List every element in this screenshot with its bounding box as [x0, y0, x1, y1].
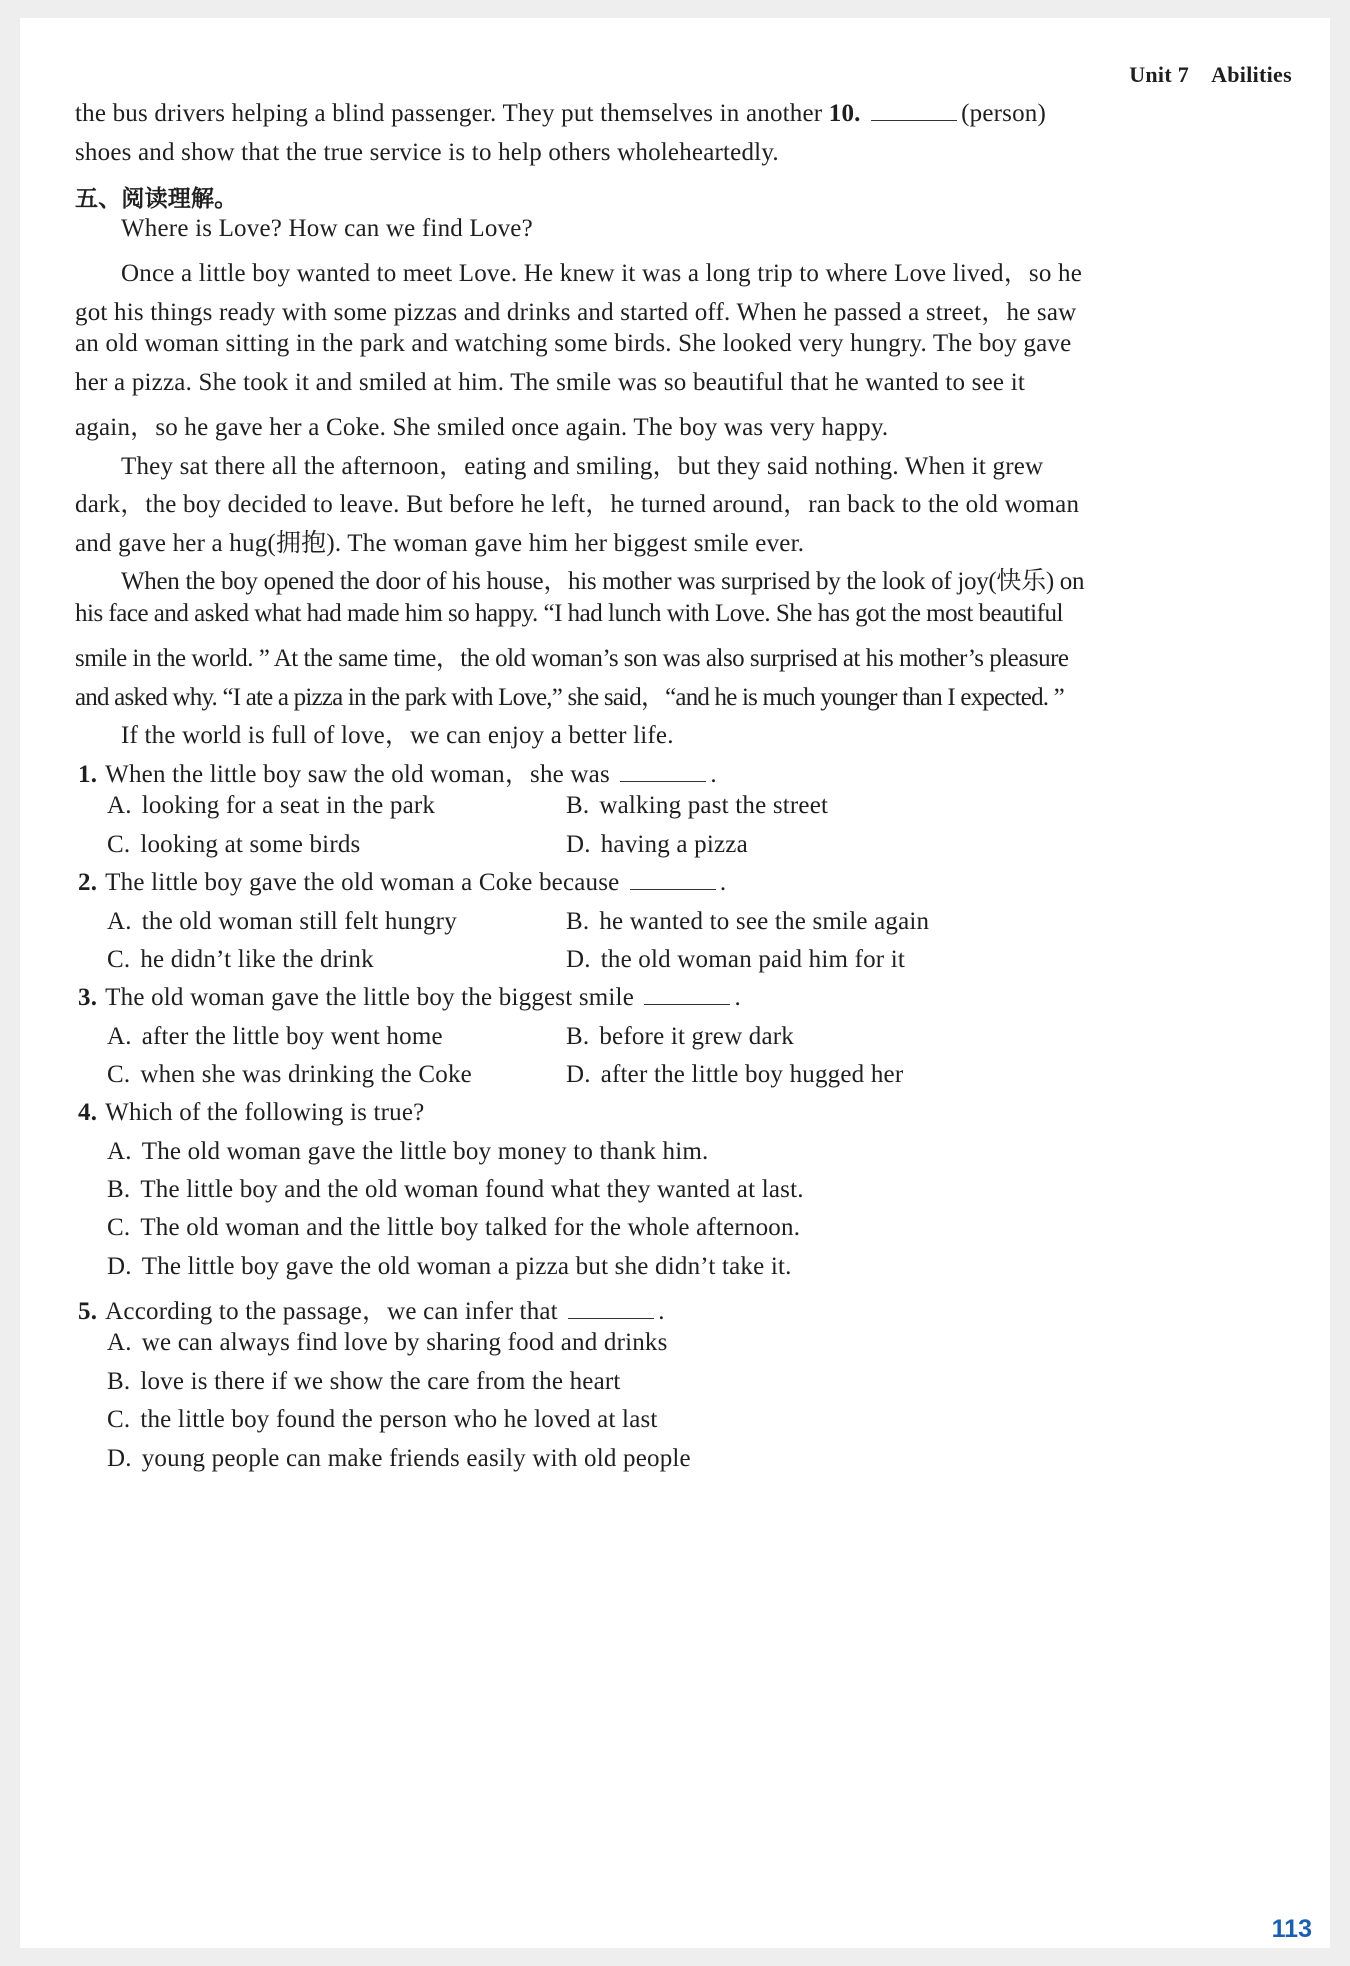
option-letter: A.	[107, 792, 132, 819]
question-3	[78, 984, 741, 1012]
option-text: walking past the street	[599, 792, 829, 819]
intro-line-2: shoes and show that the true service is to help others wholeheartedly.	[75, 139, 779, 166]
passage-line: an old woman sitting in the park and watching some birds. She looked very hungry. The boy gave	[75, 330, 1072, 357]
passage-line: again，so he gave her a Coke. She smiled once again. The boy was very happy.	[75, 414, 889, 441]
question-stem: The little boy gave the old woman a Coke because	[105, 869, 620, 896]
question-stem: According to the passage，we can infer that	[105, 1298, 558, 1325]
option-letter: D.	[566, 1061, 591, 1088]
question-number: 3.	[78, 984, 98, 1011]
option-letter: A.	[107, 1023, 132, 1050]
unit-title: Abilities	[1211, 62, 1292, 87]
question-number: 1.	[78, 761, 98, 788]
passage-line: and gave her a hug(拥抱). The woman gave him her biggest smile ever.	[75, 530, 805, 557]
option-2c[interactable]	[107, 946, 374, 974]
question-tail: .	[734, 984, 741, 1011]
passage-line: When the boy opened the door of his house，his mother was surprised by the look of joy(快乐) on	[121, 568, 1085, 595]
option-2a[interactable]	[107, 908, 457, 936]
option-text: looking for a seat in the park	[141, 792, 436, 819]
answer-blank[interactable]	[630, 871, 716, 890]
option-text: looking at some birds	[140, 831, 361, 858]
option-letter: B.	[107, 1368, 131, 1395]
question-tail: .	[719, 869, 727, 896]
option-4a[interactable]	[107, 1138, 708, 1166]
option-text: after the little boy went home	[141, 1023, 443, 1050]
option-text: the old woman still felt hungry	[141, 908, 457, 935]
passage-line: and asked why. “I ate a pizza in the park with Love,” she said，“and he is much younger than I expected. ”	[75, 684, 1064, 711]
option-letter: D.	[566, 946, 591, 973]
option-text: having a pizza	[600, 831, 748, 858]
option-letter: B.	[566, 908, 590, 935]
option-5a[interactable]	[107, 1329, 668, 1357]
unit-label: Unit 7	[1129, 62, 1190, 87]
option-text: The little boy and the old woman found what they wanted at last.	[140, 1176, 804, 1203]
question-stem: When the little boy saw the old woman，she was	[105, 761, 610, 788]
option-letter: C.	[107, 831, 131, 858]
option-letter: C.	[107, 946, 131, 973]
option-text: young people can make friends easily with old people	[141, 1445, 691, 1472]
option-letter: A.	[107, 908, 132, 935]
option-5b[interactable]	[107, 1368, 621, 1396]
question-2	[78, 869, 726, 897]
option-text: before it grew dark	[599, 1023, 795, 1050]
answer-blank-10[interactable]	[871, 102, 957, 121]
passage-line: If the world is full of love，we can enjoy a better life.	[121, 722, 674, 749]
question-number: 5.	[78, 1298, 98, 1325]
passage-line: Once a little boy wanted to meet Love. He knew it was a long trip to where Love lived，so he	[121, 260, 1082, 287]
option-text: he wanted to see the smile again	[599, 908, 930, 935]
option-letter: C.	[107, 1061, 131, 1088]
option-text: the little boy found the person who he loved at last	[140, 1406, 658, 1433]
option-text: after the little boy hugged her	[600, 1061, 904, 1088]
answer-blank[interactable]	[568, 1300, 654, 1319]
option-4d[interactable]	[107, 1253, 792, 1281]
question-stem: The old woman gave the little boy the biggest smile	[105, 984, 634, 1011]
option-text: we can always find love by sharing food and drinks	[141, 1329, 668, 1356]
question-tail: .	[710, 761, 717, 788]
option-letter: B.	[107, 1176, 131, 1203]
question-tail: .	[658, 1298, 665, 1325]
passage-line: dark，the boy decided to leave. But before he left，he turned around，ran back to the old woman	[75, 491, 1080, 518]
option-1c[interactable]	[107, 831, 360, 859]
option-letter: C.	[107, 1214, 131, 1241]
option-3b[interactable]	[566, 1023, 794, 1051]
option-letter: C.	[107, 1406, 131, 1433]
option-letter: A.	[107, 1138, 132, 1165]
passage-line: got his things ready with some pizzas and drinks and started off. When he passed a street，he saw	[75, 299, 1077, 326]
passage-line: smile in the world. ” At the same time，the old woman’s son was also surprised at his mother’s pleasure	[75, 645, 1069, 672]
option-1d[interactable]	[566, 831, 748, 859]
option-1a[interactable]	[107, 792, 435, 820]
page-header	[1129, 62, 1292, 88]
answer-blank[interactable]	[644, 986, 730, 1005]
option-2b[interactable]	[566, 908, 929, 936]
passage-line: They sat there all the afternoon，eating and smiling，but they said nothing. When it grew	[121, 453, 1044, 480]
option-text: when she was drinking the Coke	[140, 1061, 472, 1088]
option-3d[interactable]	[566, 1061, 903, 1089]
option-2d[interactable]	[566, 946, 905, 974]
question-4	[78, 1099, 424, 1127]
intro-text-a: the bus drivers helping a blind passenger. They put themselves in another	[75, 100, 823, 127]
intro-line-1	[75, 100, 1046, 128]
intro-question-number: 10.	[828, 100, 861, 127]
question-5	[78, 1291, 665, 1327]
option-letter: B.	[566, 1023, 590, 1050]
option-letter: D.	[566, 831, 591, 858]
option-1b[interactable]	[566, 792, 828, 820]
option-text: the old woman paid him for it	[600, 946, 906, 973]
option-letter: B.	[566, 792, 590, 819]
option-text: The old woman and the little boy talked for the whole afternoon.	[140, 1214, 801, 1241]
page-number: 113	[1271, 1915, 1312, 1943]
question-number: 2.	[78, 869, 98, 896]
option-text: he didn’t like the drink	[140, 946, 374, 973]
passage-line: Where is Love? How can we find Love?	[121, 215, 533, 242]
option-letter: A.	[107, 1329, 132, 1356]
option-3c[interactable]	[107, 1061, 472, 1089]
passage-line: her a pizza. She took it and smiled at him. The smile was so beautiful that he wanted to see it	[75, 369, 1025, 396]
option-letter: D.	[107, 1253, 132, 1280]
section-title: 五、阅读理解。	[75, 186, 238, 212]
answer-blank[interactable]	[620, 763, 706, 782]
question-stem: Which of the following is true?	[105, 1099, 425, 1126]
passage-line: his face and asked what had made him so happy. “I had lunch with Love. She has got the most beautiful	[75, 600, 1063, 627]
option-4c[interactable]	[107, 1214, 800, 1242]
option-text: The old woman gave the little boy money to thank him.	[141, 1138, 709, 1165]
question-1	[78, 754, 717, 790]
option-text: love is there if we show the care from the heart	[140, 1368, 621, 1395]
option-letter: D.	[107, 1445, 132, 1472]
option-3a[interactable]	[107, 1023, 443, 1051]
option-4b[interactable]	[107, 1176, 804, 1204]
question-number: 4.	[78, 1099, 98, 1126]
option-5c[interactable]	[107, 1406, 658, 1434]
option-5d[interactable]	[107, 1445, 691, 1473]
intro-hint: (person)	[961, 100, 1046, 127]
option-text: The little boy gave the old woman a pizza but she didn’t take it.	[141, 1253, 792, 1280]
